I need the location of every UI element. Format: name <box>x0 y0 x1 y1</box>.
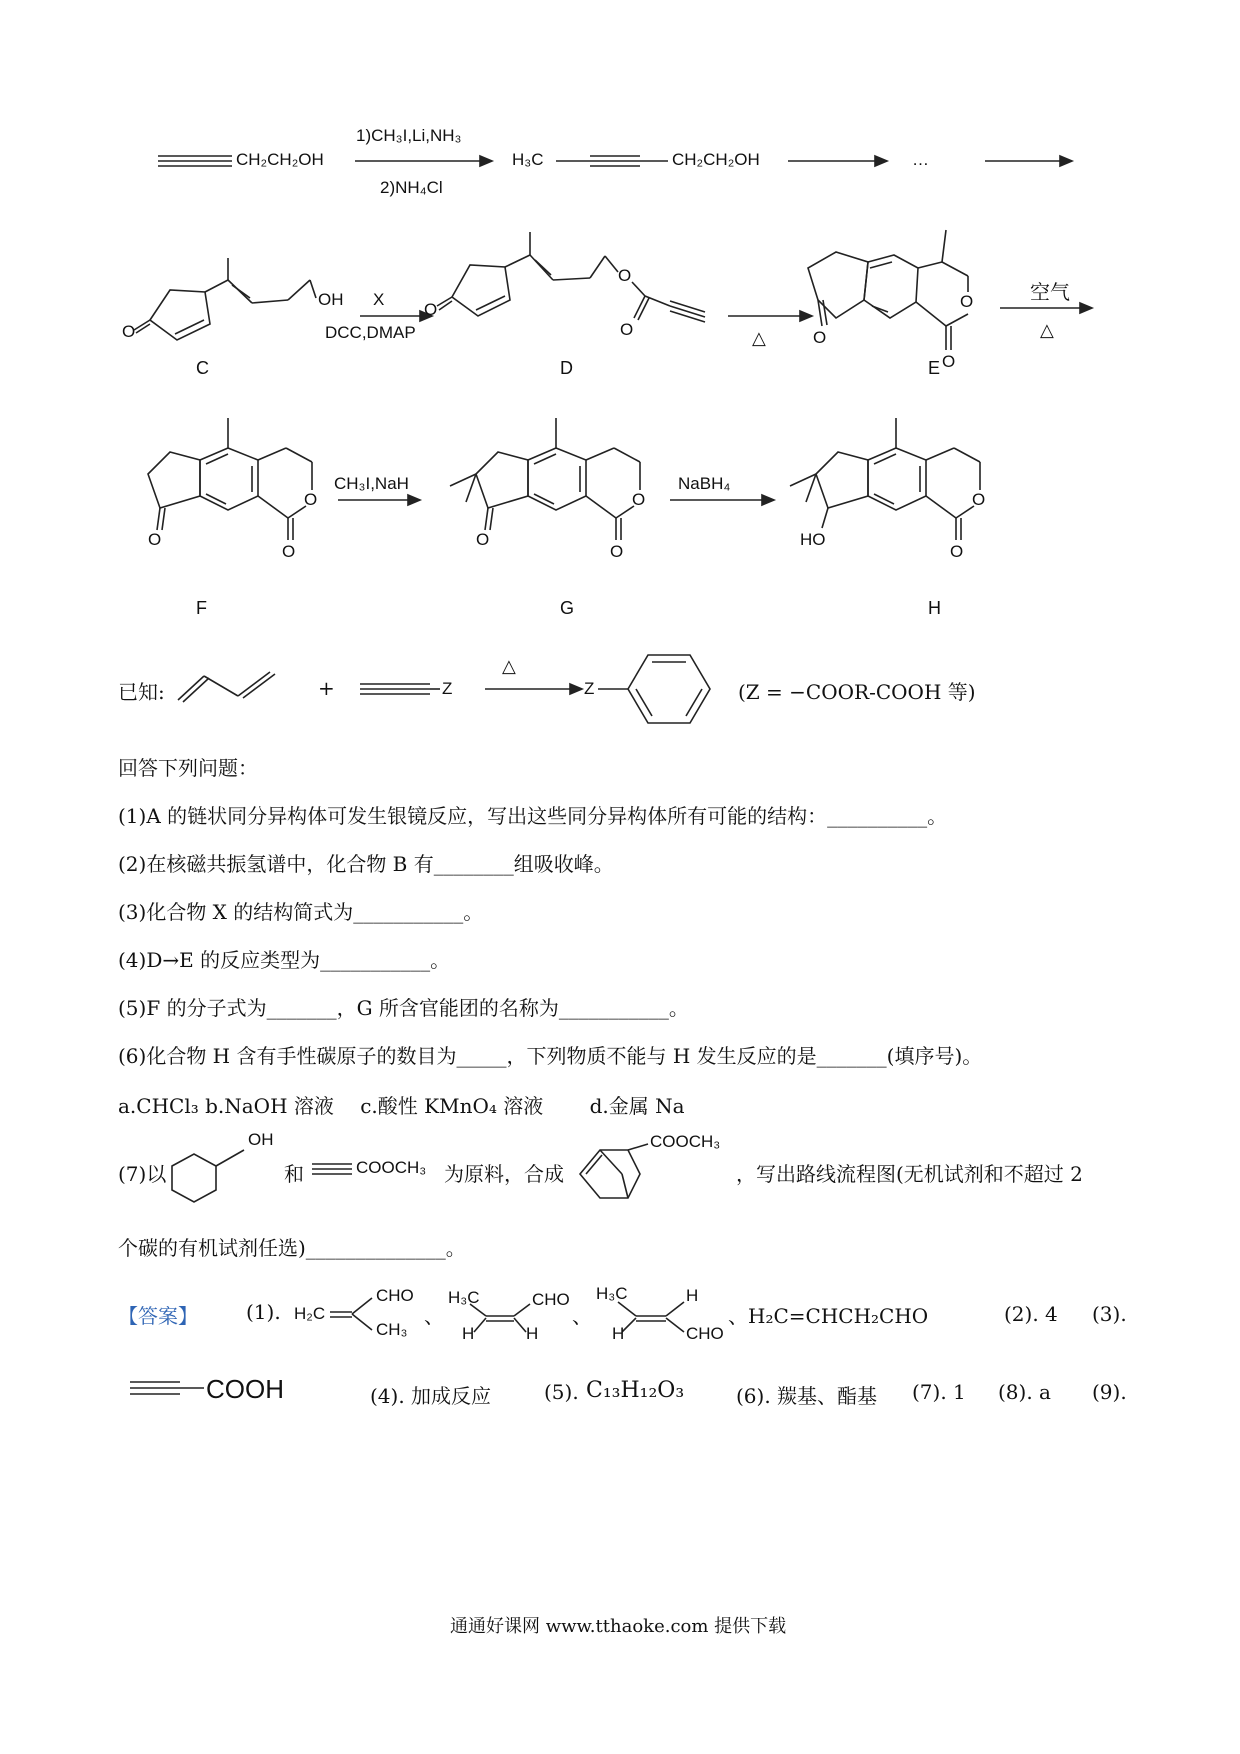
f-o2: O <box>304 490 318 509</box>
reagent-line-1: 1)CH₃I,Li,NH₃ <box>356 126 462 145</box>
answer-2: (2). 4 <box>1004 1302 1058 1326</box>
ans1-s1-h2c: H₂C <box>294 1304 326 1323</box>
answer-tag: 【答案】 <box>118 1304 198 1328</box>
question-7-and: 和 <box>284 1162 304 1186</box>
known-prefix: 已知: <box>118 680 165 704</box>
question-7-mid: 为原料，合成 <box>444 1162 564 1186</box>
butynol-group: CH₂CH₂OH <box>236 150 324 169</box>
ans1-s3-h1: H <box>686 1286 699 1305</box>
answer-9: (9). <box>1092 1380 1127 1404</box>
questions-intro: 回答下列问题： <box>118 756 258 780</box>
reagent-nabh4: NaBH₄ <box>678 474 731 493</box>
ans1-s2-h2: H <box>526 1324 539 1343</box>
answer-3-structure: COOH <box>206 1374 284 1404</box>
question-7-product-group: COOCH₃ <box>650 1132 721 1151</box>
e-o1: O <box>813 328 827 347</box>
question-3: (3)化合物 X 的结构简式为___________。 <box>118 900 484 924</box>
answer-4: (4). 加成反应 <box>370 1384 492 1408</box>
label-e: E <box>928 358 941 378</box>
question-7-ester: COOCH₃ <box>356 1158 427 1177</box>
ellipsis: … <box>912 150 929 169</box>
label-f: F <box>196 598 207 618</box>
label-d: D <box>560 358 573 378</box>
known-z: Z <box>442 679 453 698</box>
question-7-instruction: ，写出路线流程图(无机试剂和不超过 2 <box>736 1162 1083 1186</box>
ans1-s1-cho: CHO <box>376 1286 414 1305</box>
ans1-s2-h1: H <box>462 1324 475 1343</box>
e-o2: O <box>960 292 974 311</box>
h-o3: O <box>950 542 964 561</box>
f-o1: O <box>148 530 162 549</box>
label-g: G <box>560 598 575 618</box>
question-4: (4)D→E 的反应类型为___________。 <box>118 948 451 972</box>
pentynol-group: CH₂CH₂OH <box>672 150 760 169</box>
heat-2: △ <box>1040 320 1054 340</box>
c-o: O <box>122 322 136 341</box>
ans1-s4: 、H₂C=CHCH₂CHO <box>728 1304 929 1328</box>
ans1-s3-cho: CHO <box>686 1324 724 1343</box>
label-h: H <box>928 598 941 618</box>
question-5: (5)F 的分子式为_______，G 所含官能团的名称为___________。 <box>118 996 689 1020</box>
label-c: C <box>196 358 209 378</box>
d-o3: O <box>620 320 634 339</box>
question-1: (1)A 的链状同分异构体可发生银镜反应，写出这些同分异构体所有可能的结构：__________。 <box>118 804 948 828</box>
f-o3: O <box>282 542 296 561</box>
reagent-ch3i: CH₃I,NaH <box>334 474 409 493</box>
known-note: (Z = −COOR-COOH 等) <box>738 680 976 704</box>
known-plus: + <box>318 676 335 700</box>
answer-1-label: (1). <box>246 1300 281 1324</box>
answer-3-label: (3). <box>1092 1302 1127 1326</box>
question-2: (2)在核磁共振氢谱中，化合物 B 有________组吸收峰。 <box>118 852 614 876</box>
question-6-options: a.CHCl₃ b.NaOH 溶液 c.酸性 KMnO₄ 溶液 d.金属 Na <box>118 1094 685 1118</box>
answer-8: (8). a <box>998 1380 1051 1404</box>
e-o3: O <box>942 352 956 371</box>
ans1-s2-h3c: H₃C <box>448 1288 480 1307</box>
g-o3: O <box>610 542 624 561</box>
answer-5-formula: C₁₃H₁₂O₃ <box>586 1378 685 1403</box>
c-oh: OH <box>318 290 344 309</box>
reagent-air: 空气 <box>1030 280 1070 304</box>
d-o2: O <box>618 266 632 285</box>
ans1-s3-h2: H <box>612 1324 625 1343</box>
reagent-line-2: 2)NH₄Cl <box>380 178 443 197</box>
h-ho: HO <box>800 530 826 549</box>
ans1-s1-ch3: CH₃ <box>376 1320 408 1339</box>
g-o1: O <box>476 530 490 549</box>
known-z2: Z <box>584 679 595 698</box>
question-7-prefix: (7)以 <box>118 1162 167 1186</box>
footer-watermark: 通通好课网 www.tthaoke.com 提供下载 <box>450 1616 787 1637</box>
heat-1: △ <box>752 328 766 348</box>
reagent-dcc: DCC,DMAP <box>325 323 416 342</box>
question-7-instruction-2: 个碳的有机试剂任选)______________。 <box>118 1236 466 1260</box>
h-o2: O <box>972 490 986 509</box>
reagent-x: X <box>373 290 385 309</box>
ans1-sep-2: 、 <box>572 1304 592 1328</box>
answer-5-label: (5). <box>544 1380 579 1404</box>
known-heat: △ <box>502 656 516 676</box>
answer-7: (7). 1 <box>912 1380 966 1404</box>
ans1-s3-h3c: H₃C <box>596 1284 628 1303</box>
answer-6: (6). 羰基、酯基 <box>736 1384 878 1408</box>
d-o1: O <box>424 300 438 319</box>
ans1-sep-1: 、 <box>424 1304 444 1328</box>
g-o2: O <box>632 490 646 509</box>
methyl-label: H₃C <box>512 150 544 169</box>
ans1-s2-cho: CHO <box>532 1290 570 1309</box>
question-6: (6)化合物 H 含有手性碳原子的数目为_____，下列物质不能与 H 发生反应的是_______(填序号)。 <box>118 1044 983 1068</box>
question-7-oh: OH <box>248 1130 274 1149</box>
